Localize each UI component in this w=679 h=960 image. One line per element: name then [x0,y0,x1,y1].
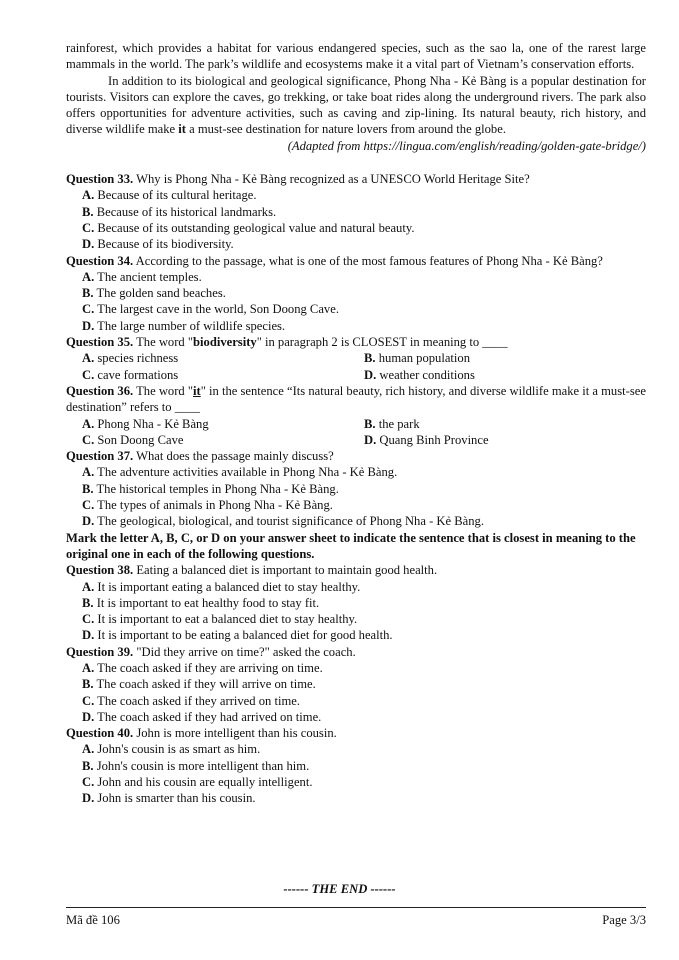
option-d [82,790,646,806]
option-a [82,269,646,285]
option-letter: D. [82,628,95,643]
option-d [364,432,646,448]
option-text: The ancient temples. [97,269,202,284]
question-label: Question 40. [66,726,134,741]
option-c [82,693,646,709]
option-letter: A. [82,351,95,366]
option-text: Because of its biodiversity. [97,237,234,252]
options-row-2 [82,432,646,448]
question-label: Question 35. [66,335,134,350]
question-label: Question 37. [66,449,134,464]
question-label: Question 38. [66,563,134,578]
page-number: Page 3/3 [602,913,646,927]
option-c [82,432,364,448]
question-35 [66,334,646,350]
option-letter: D. [82,514,95,529]
option-text: The coach asked if they had arrived on time. [97,709,322,724]
option-letter: A. [82,579,95,594]
question-33 [66,171,646,187]
option-letter: B. [82,595,94,610]
option-b [82,285,646,301]
option-b [364,416,646,432]
option-d [82,513,646,529]
option-letter: D. [364,432,377,447]
option-c [82,367,364,383]
option-text: the park [378,416,420,431]
question-text: Eating a balanced diet is important to maintain good health. [133,563,438,578]
option-d [82,627,646,643]
option-b [82,758,646,774]
option-text: John's cousin is more intelligent than him. [96,758,310,773]
option-b [82,595,646,611]
question-text: " in paragraph 2 is CLOSEST in meaning to ____ [256,335,508,350]
option-text: Because of its historical landmarks. [96,204,277,219]
option-b [82,204,646,220]
option-letter: C. [82,498,95,513]
option-letter: A. [82,269,95,284]
question-40 [66,725,646,741]
exam-code: Mã đề 106 [66,913,120,927]
question-37 [66,448,646,464]
option-c [82,497,646,513]
option-letter: B. [364,416,376,431]
question-text: What does the passage mainly discuss? [133,449,334,464]
question-text: Why is Phong Nha - Kẻ Bàng recognized as a UNESCO World Heritage Site? [133,172,530,187]
target-word: it [193,383,201,398]
option-c [82,220,646,236]
question-36 [66,383,646,416]
question-label: Question 34. [66,253,134,268]
option-c [82,611,646,627]
question-38 [66,562,646,578]
option-text: It is important to eat healthy food to stay fit. [96,595,320,610]
option-letter: C. [82,367,95,382]
option-text: The coach asked if they are arriving on time. [97,660,323,675]
question-text: According to the passage, what is one of the most famous features of Phong Nha - Kẻ Bàng? [133,253,603,268]
option-text: Son Doong Cave [97,432,184,447]
option-d [82,709,646,725]
option-text: human population [378,351,471,366]
option-letter: A. [82,188,95,203]
option-text: John's cousin is as smart as him. [97,742,261,757]
question-label: Question 36. [66,383,134,398]
option-text: The large number of wildlife species. [97,318,286,333]
options-row-1 [82,350,646,366]
question-text: The word " [133,383,194,398]
option-text: John is smarter than his cousin. [97,791,256,806]
passage-paragraph-2 [66,73,646,138]
option-text: Quang Binh Province [379,432,489,447]
option-letter: B. [82,758,94,773]
option-text: species richness [97,351,179,366]
option-b [82,676,646,692]
option-c [82,774,646,790]
passage-text: In addition to its biological and geological significance, Phong Nha - Kẻ Bàng is a popular destination for tourists. Visitors can explore the caves, go trekking, or take boat rides along the underground rivers. The park also offers opportunities for adventure activities, such as caving and zip-lining. Its natural beauty, rich history, and diverse wildlife make [66,73,646,137]
option-letter: D. [82,318,95,333]
passage-text: a must-see destination for nature lovers from around the globe. [185,122,506,137]
option-text: The golden sand beaches. [96,286,226,301]
target-word: biodiversity [193,335,257,350]
section-instruction: Mark the letter A, B, C, or D on your answer sheet to indicate the sentence that is closest in meaning to the original one in each of the following questions. [66,530,636,561]
options-row-1 [82,416,646,432]
option-letter: A. [82,465,95,480]
option-letter: C. [82,302,95,317]
option-letter: A. [82,660,95,675]
option-text: Because of its outstanding geological value and natural beauty. [97,220,415,235]
option-text: The coach asked if they will arrive on time. [96,677,316,692]
option-a [82,741,646,757]
question-label: Question 39. [66,644,134,659]
option-a [82,660,646,676]
option-a [82,464,646,480]
end-marker: ------ THE END ------ [283,882,396,896]
option-d [82,236,646,252]
option-letter: C. [82,775,95,790]
option-text: The largest cave in the world, Son Doong Cave. [97,302,339,317]
option-letter: B. [82,286,94,301]
option-a [82,416,364,432]
option-text: The types of animals in Phong Nha - Kẻ Bàng. [97,498,333,513]
question-text: John is more intelligent than his cousin. [133,726,337,741]
highlighted-word-it: it [178,122,186,137]
option-a [82,187,646,203]
option-text: The coach asked if they arrived on time. [97,693,300,708]
option-letter: B. [82,481,94,496]
option-text: John and his cousin are equally intelligent. [97,775,313,790]
question-34 [66,253,646,269]
option-letter: B. [82,677,94,692]
option-a [82,579,646,595]
option-letter: C. [82,220,95,235]
passage-source: (Adapted from https://lingua.com/english/reading/golden-gate-bridge/) [287,138,646,153]
option-text: Because of its cultural heritage. [97,188,257,203]
question-text: " in the sentence “Its natural beauty, rich history, and diverse wildlife make it a must-see destination” refers to ____ [66,383,646,415]
option-c [82,301,646,317]
option-text: It is important to eat a balanced diet to stay healthy. [97,612,358,627]
option-text: The geological, biological, and tourist significance of Phong Nha - Kẻ Bàng. [97,514,484,529]
option-letter: C. [82,612,95,627]
option-letter: A. [82,742,95,757]
option-b [82,481,646,497]
option-a [82,350,364,366]
option-letter: C. [82,693,95,708]
page-content [66,40,646,807]
passage-paragraph-tail: rainforest, which provides a habitat for various endangered species, such as the sao la, one of the rarest large mammals in the world. The park’s wildlife and ecosystems make it a vital part of Vietnam’s conservation efforts. [66,41,646,72]
option-b [364,350,646,366]
option-letter: A. [82,416,95,431]
question-label: Question 33. [66,172,134,187]
option-text: Phong Nha - Kẻ Bàng [97,416,209,431]
option-letter: D. [82,709,95,724]
option-letter: D. [364,367,377,382]
question-text: "Did they arrive on time?" asked the coach. [133,644,356,659]
options-row-2 [82,367,646,383]
option-letter: D. [82,791,95,806]
option-letter: B. [82,204,94,219]
option-text: The adventure activities available in Phong Nha - Kẻ Bàng. [97,465,398,480]
option-text: It is important eating a balanced diet to stay healthy. [97,579,361,594]
option-letter: C. [82,432,95,447]
option-letter: D. [82,237,95,252]
option-text: The historical temples in Phong Nha - Kẻ Bàng. [96,481,339,496]
option-text: cave formations [97,367,179,382]
footer-divider [66,907,646,908]
question-text: The word " [133,335,194,350]
option-text: It is important to be eating a balanced diet for good health. [97,628,393,643]
option-text: weather conditions [379,367,475,382]
question-39 [66,644,646,660]
option-d [364,367,646,383]
option-letter: B. [364,351,376,366]
option-d [82,318,646,334]
